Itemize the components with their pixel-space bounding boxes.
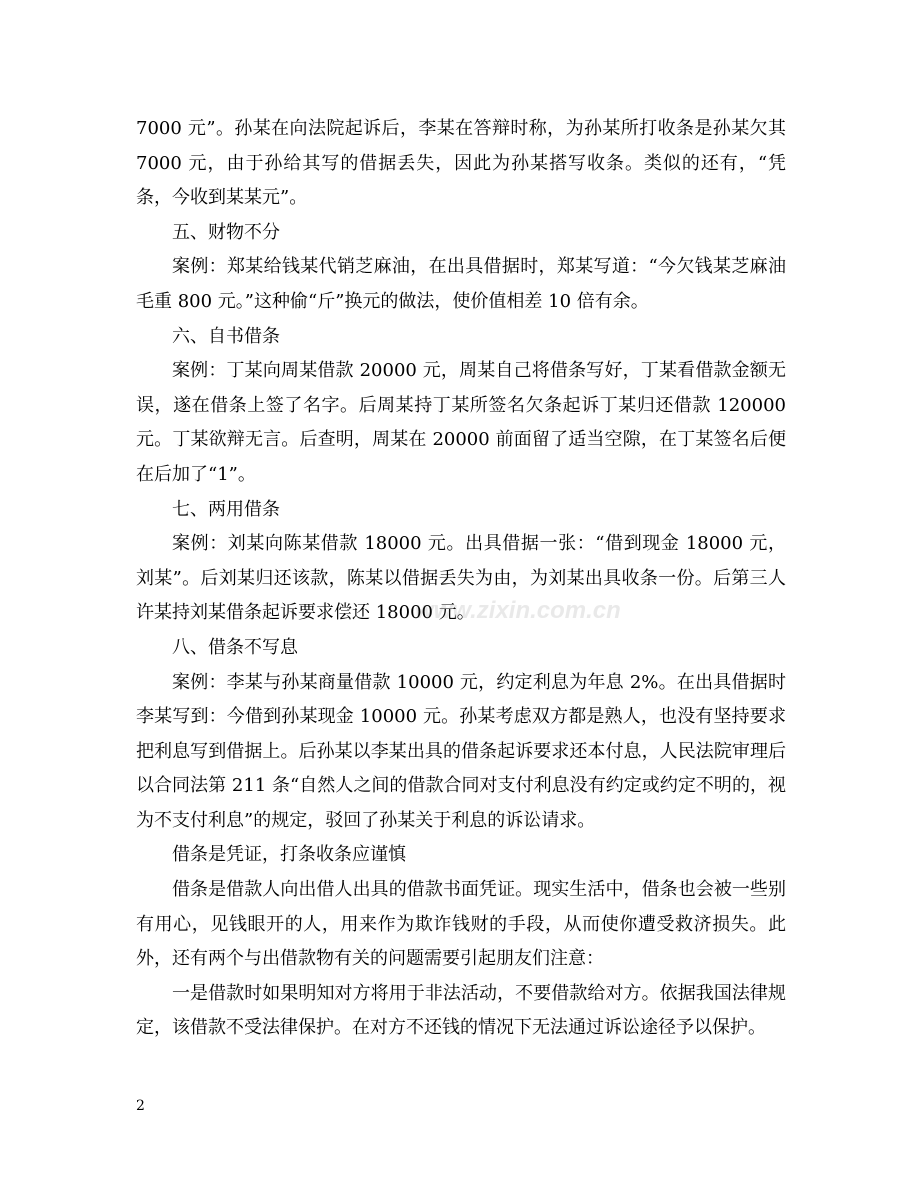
section-heading-8: 八、借条不写息 bbox=[172, 636, 298, 658]
document-body bbox=[136, 112, 786, 1046]
section-heading-6: 六、自书借条 bbox=[172, 325, 280, 347]
continuation-paragraph: 7000 元”。孙某在向法院起诉后，李某在答辩时称，为孙某所打收条是孙某欠其 7000 元，由于孙给其写的借据丢失，因此为孙某搭写收条。类似的还有，“凭条，今收到某某元”。 bbox=[136, 118, 786, 209]
case-paragraph-5: 案例：郑某给钱某代销芝麻油，在出具借据时，郑某写道：“今欠钱某芝麻油毛重 800 元。”这种偷“斤”换元的做法，使价值相差 10 倍有余。 bbox=[136, 256, 786, 312]
case-paragraph-6: 案例：丁某向周某借款 20000 元，周某自己将借条写好，丁某看借款金额无误，遂在借条上签了名字。后周某持丁某所签名欠条起诉丁某归还借款 120000 元。丁某欲辩无言。后查明，周某在 20000 前面留了适当空隙，在丁某签名后便在后加了“1”。 bbox=[136, 360, 786, 485]
page-number: 2 bbox=[136, 1098, 145, 1114]
case-paragraph-8: 案例：李某与孙某商量借款 10000 元，约定利息为年息 2%。在出具借据时李某写到：今借到孙某现金 10000 元。孙某考虑双方都是熟人，也没有坚持要求把利息写到借据上。后孙某以李某出具的借条起诉要求还本付息，人民法院审理后以合同法第 211 条“自然人之间的借款合同对支付利息没有约定或约定不明的，视为不支付利息”的规定，驳回了孙某关于利息的诉讼请求。 bbox=[136, 671, 786, 831]
section-heading-5: 五、财物不分 bbox=[172, 221, 280, 243]
watermark-text: www.zixin.com.cn bbox=[415, 597, 621, 624]
advice-paragraph-1: 一是借款时如果明知对方将用于非法活动，不要借款给对方。依据我国法律规定，该借款不受法律保护。在对方不还钱的情况下无法通过诉讼途径予以保护。 bbox=[136, 982, 786, 1039]
case-paragraph-7: 案例：刘某向陈某借款 18000 元。出具借据一张：“借到现金 18000 元，刘某”。后刘某归还该款，陈某以借据丢失为由，为刘某出具收条一份。后第三人许某持刘某借条起诉要求偿还 18000 元。 bbox=[136, 533, 786, 624]
summary-paragraph: 借条是借款人向出借人出具的借款书面凭证。现实生活中，借条也会被一些别有用心，见钱眼开的人，用来作为欺诈钱财的手段，从而使你遭受救济损失。此外，还有两个与出借款物有关的问题需要引起朋友们注意： bbox=[136, 879, 786, 970]
section-heading-summary: 借条是凭证，打条收条应谨慎 bbox=[172, 844, 406, 866]
section-heading-7: 七、两用借条 bbox=[172, 498, 280, 520]
